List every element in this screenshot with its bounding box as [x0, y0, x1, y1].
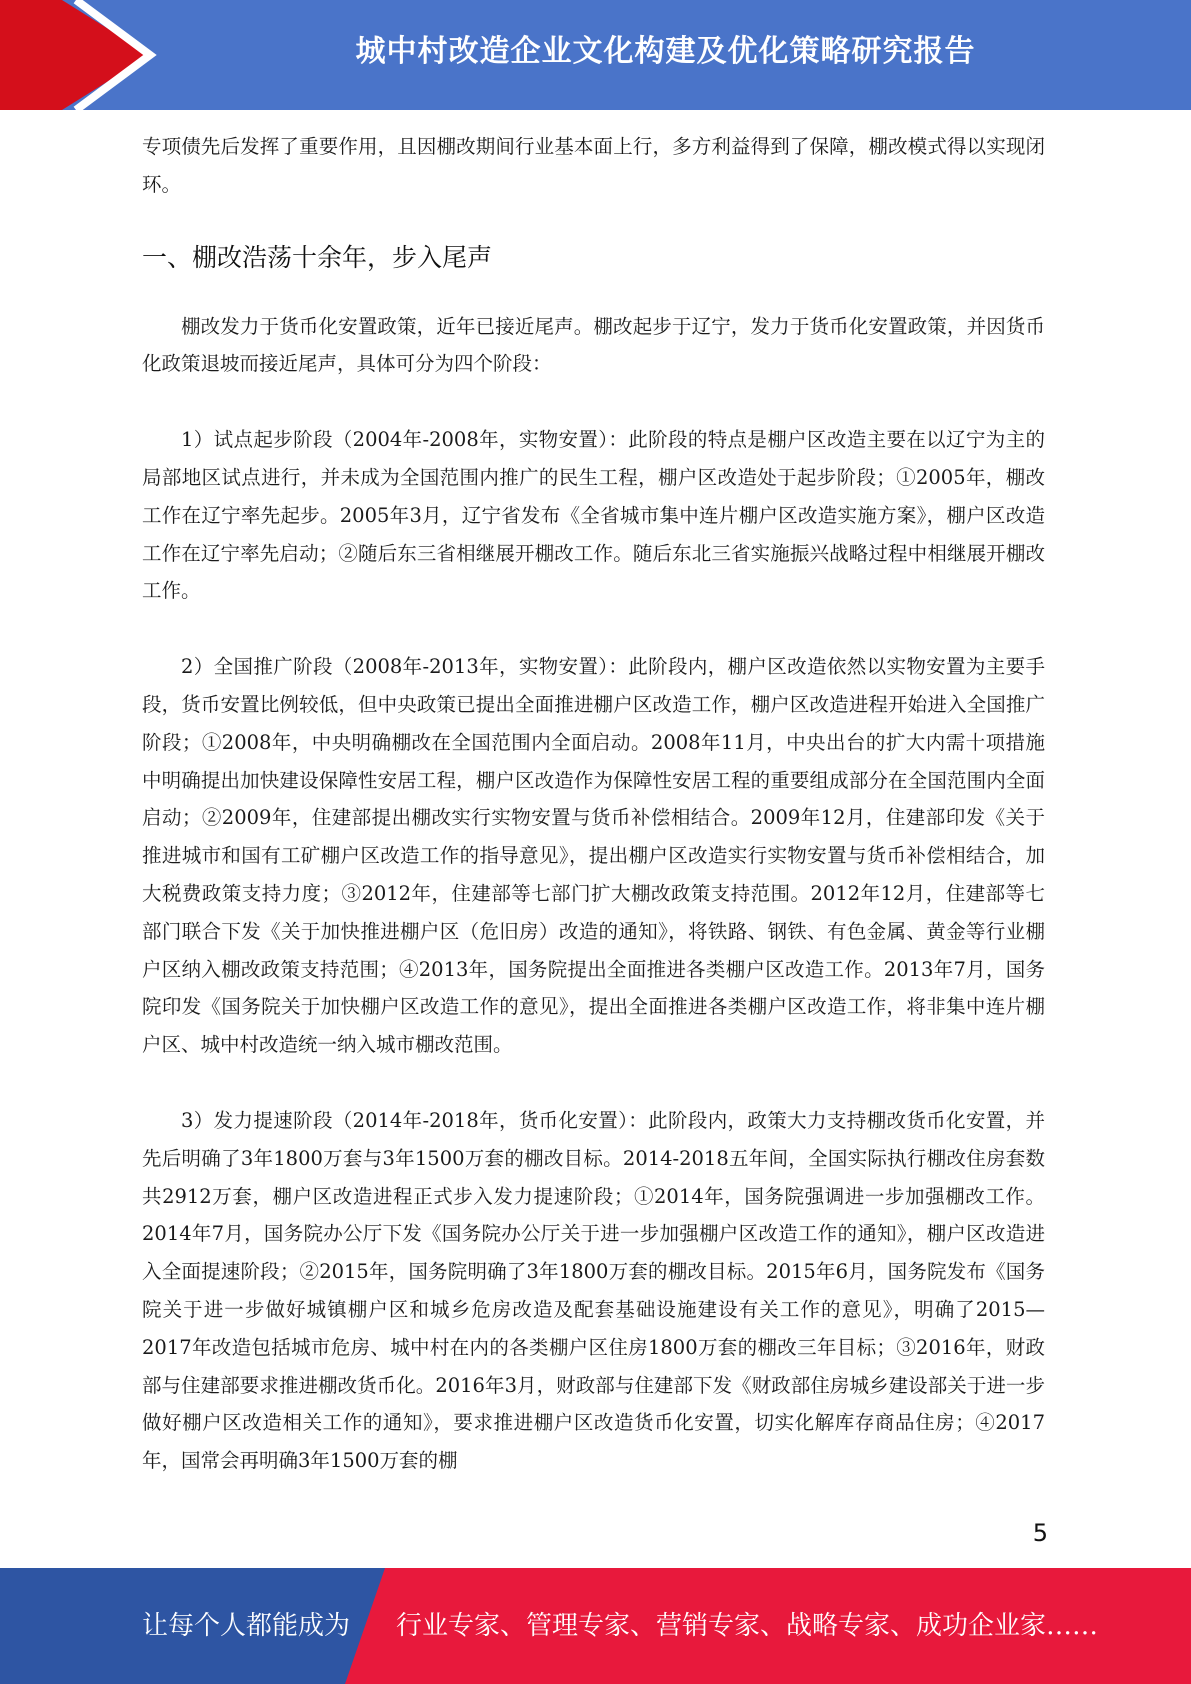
section-heading: 一、棚改浩荡十余年，步入尾声 — [142, 242, 493, 272]
page-header — [0, 0, 1191, 110]
paragraph-intro: 专项债先后发挥了重要作用，且因棚改期间行业基本面上行，多方利益得到了保障，棚改模式得以实现闭环。 — [142, 135, 1045, 196]
paragraph-stage-2: 2）全国推广阶段（2008年-2013年，实物安置）：此阶段内，棚户区改造依然以实物安置为主要手段，货币安置比例较低，但中央政策已提出全面推进棚户区改造工作，棚户区改造进程开始进入全国推广阶段；①2008年，中央明确棚改在全国范围内全面启动。2008年11月，中央出台的扩大内需十项措施中明确提出加快建设保障性安居工程，棚户区改造作为保障性安居工程的重要组成部分在全国范围内全面启动；②2009年，住建部提出棚改实行实物安置与货币补偿相结合。2009年12月，住建部印发《关于推进城市和国有工矿棚户区改造工作的指导意见》，提出棚户区改造实行实物安置与货币补偿相结合，加大税费政策支持力度；③2012年，住建部等七部门扩大棚改政策支持范围。2012年12月，住建部等七部门联合下发《关于加快推进棚户区（危旧房）改造的通知》，将铁路、钢铁、有色金属、黄金等行业棚户区纳入棚改政策支持范围；④2013年，国务院提出全面推进各类棚户区改造工作。2013年7月，国务院印发《国务院关于加快棚户区改造工作的意见》，提出全面推进各类棚户区改造工作，将非集中连片棚户区、城中村改造统一纳入城市棚改范围。 — [142, 655, 1045, 1057]
paragraph-stage-1: 1）试点起步阶段（2004年-2008年，实物安置）：此阶段的特点是棚户区改造主要在以辽宁为主的局部地区试点进行，并未成为全国范围内推广的民生工程，棚户区改造处于起步阶段；①2005年，棚改工作在辽宁率先起步。2005年3月，辽宁省发布《全省城市集中连片棚户区改造实施方案》，棚户区改造工作在辽宁率先启动；②随后东三省相继展开棚改工作。随后东北三省实施振兴战略过程中相继展开棚改工作。 — [142, 428, 1045, 603]
footer-slogan-left: 让每个人都能成为 — [142, 1611, 351, 1641]
header-title: 城中村改造企业文化构建及优化策略研究报告 — [355, 34, 976, 69]
page-footer — [0, 1568, 1191, 1684]
document-body — [142, 128, 1045, 1480]
paragraph-overview: 棚改发力于货币化安置政策，近年已接近尾声。棚改起步于辽宁，发力于货币化安置政策，并因货币化政策退坡而接近尾声，具体可分为四个阶段： — [142, 314, 1045, 376]
page-number: 5 — [1032, 1519, 1048, 1547]
paragraph-stage-3: 3）发力提速阶段（2014年-2018年，货币化安置）：此阶段内，政策大力支持棚改货币化安置，并先后明确了3年1800万套与3年1500万套的棚改目标。2014-2018五年间，全国实际执行棚改住房套数共2912万套，棚户区改造进程正式步入发力提速阶段；①2014年，国务院强调进一步加强棚改工作。2014年7月，国务院办公厅下发《国务院办公厅关于进一步加强棚户区改造工作的通知》，棚户区改造进入全面提速阶段；②2015年，国务院明确了3年1800万套的棚改目标。2015年6月，国务院发布《国务院关于进一步做好城镇棚户区和城乡危房改造及配套基础设施建设有关工作的意见》，明确了2015—2017年改造包括城市危房、城中村在内的各类棚户区住房1800万套的棚改三年目标；③2016年，财政部与住建部要求推进棚改货币化。2016年3月，财政部与住建部下发《财政部住房城乡建设部关于进一步做好棚户区改造相关工作的通知》，要求推进棚户区改造货币化安置，切实化解库存商品住房；④2017年，国常会再明确3年1500万套的棚 — [142, 1108, 1045, 1473]
footer-slogan-right: 行业专家、管理专家、营销专家、战略专家、成功企业家…… — [396, 1611, 1099, 1641]
